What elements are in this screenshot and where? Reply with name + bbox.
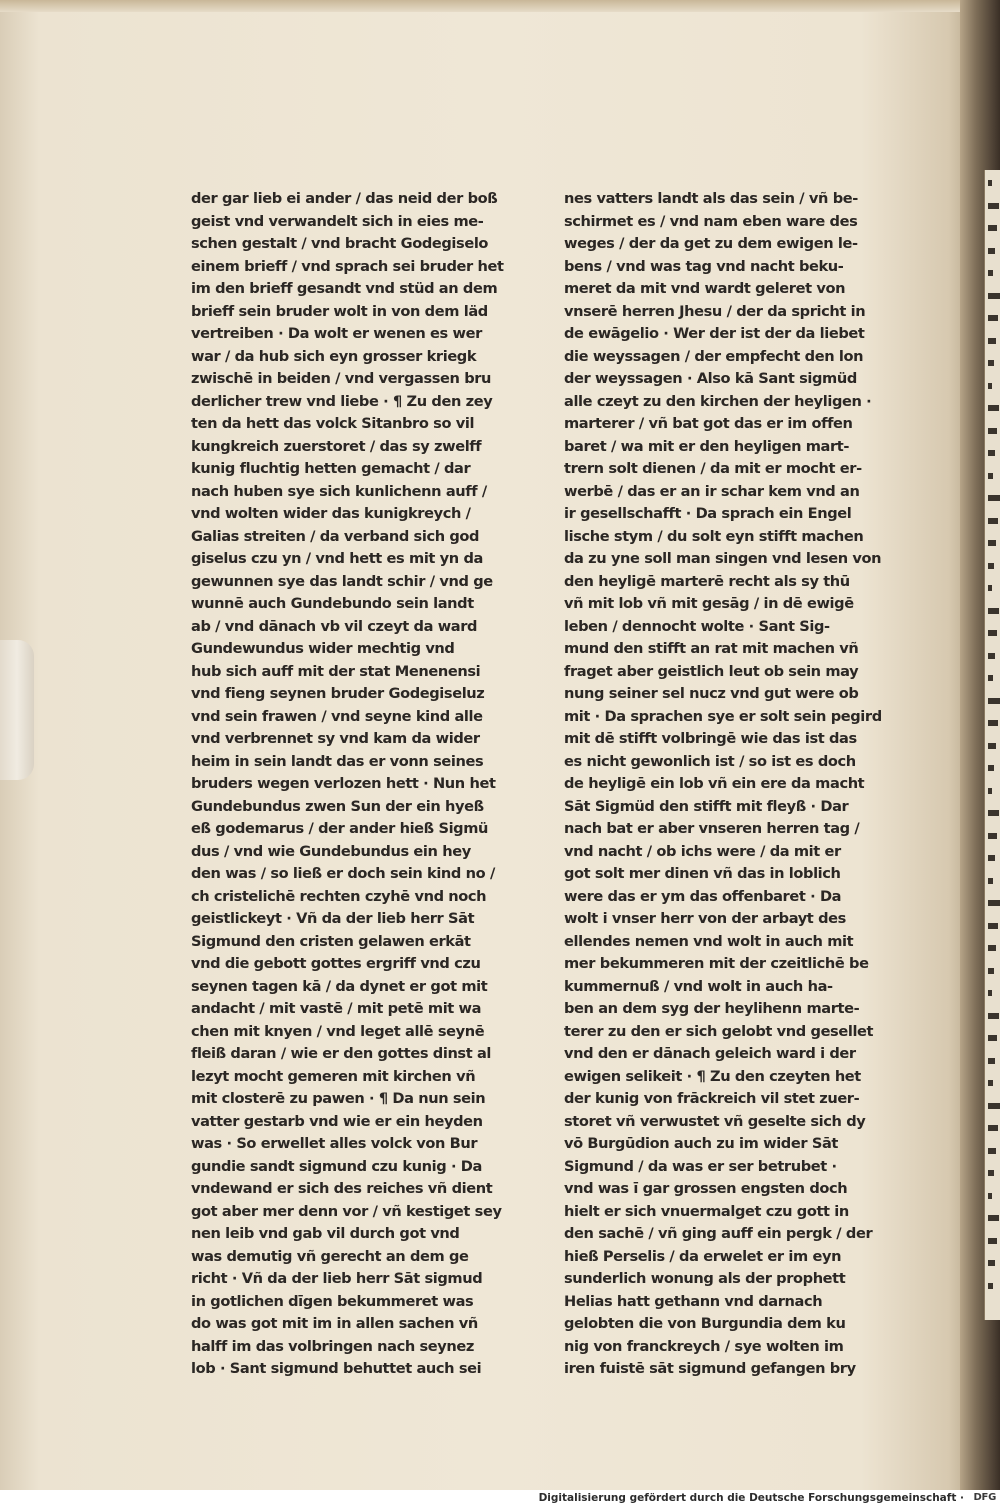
- facing-page-glyph: [988, 1103, 1000, 1109]
- text-line: nung seiner sel nucz vnd gut were ob: [564, 685, 859, 702]
- text-line: geist vnd verwandelt sich in eies me-: [191, 212, 484, 230]
- facing-page-glyph: [988, 990, 992, 996]
- text-line: mit · Da sprachen sye er solt sein pegird: [564, 707, 882, 725]
- text-line: nes vatters landt als das sein / vñ be-: [564, 190, 858, 207]
- text-line: wolt i vnser herr von der arbayt des: [564, 910, 846, 927]
- text-line: Sigmund / da was er ser betrubet ·: [564, 1157, 837, 1175]
- facing-page-glyph: [988, 608, 999, 614]
- text-line: brieff sein bruder wolt in von dem läd: [191, 302, 488, 320]
- facing-page-glyph: [988, 225, 997, 231]
- text-line: vertreiben · Da wolt er wenen es wer: [191, 325, 482, 342]
- facing-page-glyph: [988, 1125, 998, 1131]
- text-line: der gar lieb ei ander / das neid der boß: [191, 190, 498, 207]
- text-line: kunig fluchtig hetten gemacht / dar: [191, 460, 471, 477]
- text-line: der weyssagen · Also kā Sant sigmüd: [564, 370, 857, 387]
- facing-page-glyph: [988, 1283, 993, 1289]
- text-line: Gundewundus wider mechtig vnd: [191, 640, 455, 657]
- facing-page-glyph: [988, 405, 999, 411]
- text-line: kummernuß / vnd wolt in auch ha-: [564, 977, 833, 995]
- text-line: wunnē auch Gundebundo sein landt: [191, 595, 474, 612]
- text-line: bruders wegen verlozen hett · Nun het: [191, 775, 496, 792]
- text-line: vnd nacht / ob ichs were / da mit er: [564, 842, 841, 860]
- text-line: fleiß daran / wie er den gottes dinst al: [191, 1045, 492, 1062]
- facing-page-glyph: [988, 788, 992, 794]
- text-line: terer zu den er sich gelobt vnd gesellet: [564, 1022, 874, 1040]
- text-line: halff im das volbringen nach seynez: [191, 1337, 474, 1355]
- text-line: ben an dem syg der heylihenn marte-: [564, 1000, 860, 1017]
- facing-page-glyph: [988, 855, 995, 861]
- text-line: vnd wolten wider das kunigkreych /: [191, 505, 471, 522]
- facing-page-glyph: [988, 360, 994, 366]
- text-line: trern solt dienen / da mit er mocht er-: [564, 460, 862, 477]
- facing-page-glyph: [988, 968, 994, 974]
- facing-page-glyph: [988, 428, 997, 434]
- facing-page-glyph: [988, 653, 995, 659]
- text-line: Gundebundus zwen Sun der ein hyeß: [191, 797, 484, 815]
- facing-page-glyph: [988, 1170, 994, 1176]
- text-line: nach huben sye sich kunlichenn auff /: [191, 482, 487, 500]
- text-line: vō Burgūdion auch zu im wider Sāt: [564, 1135, 838, 1152]
- facing-page-glyph: [988, 270, 993, 276]
- text-line: den sachē / vñ ging auff ein pergk / der: [564, 1225, 873, 1242]
- left-text-column: [191, 188, 509, 1381]
- text-line: marterer / vñ bat got das er im offen: [564, 415, 853, 432]
- text-line: werbē / das er an ir schar kem vnd an: [564, 482, 860, 500]
- text-line: andacht / mit vastē / mit petē mit wa: [191, 1000, 482, 1017]
- text-line: ewigen selikeit · ¶ Zu den czeyten het: [564, 1067, 861, 1085]
- text-line: lezyt mocht gemeren mit kirchen vñ: [191, 1067, 476, 1085]
- text-line: seynen tagen kā / da dynet er got mit: [191, 977, 488, 995]
- text-line: der kunig von frāckreich vil stet zuer-: [564, 1090, 860, 1107]
- text-line: es nicht gewonlich ist / so ist es doch: [564, 752, 856, 770]
- text-line: vnd verbrennet sy vnd kam da wider: [191, 730, 480, 747]
- text-line: leben / dennocht wolte · Sant Sig-: [564, 617, 830, 635]
- text-line: ten da hett das volck Sitanbro so vil: [191, 415, 475, 432]
- text-line: hub sich auff mit der stat Menenensi: [191, 662, 481, 680]
- facing-page-glyph: [988, 833, 997, 839]
- text-line: vnd den er dānach geleich ward i der: [564, 1045, 856, 1062]
- text-line: hielt er sich vnuermalget czu gott in: [564, 1202, 849, 1220]
- text-line: mit dē stifft volbringē wie das ist das: [564, 730, 857, 747]
- binding-strap: [0, 640, 34, 780]
- facing-page-glyph: [988, 1080, 993, 1086]
- text-line: mer bekummeren mit der czeitlichē be: [564, 955, 869, 972]
- facing-page-glyph: [988, 473, 993, 479]
- text-line: lische stym / du solt eyn stifft machen: [564, 527, 864, 545]
- text-line: hieß Perselis / da erwelet er im eyn: [564, 1247, 842, 1265]
- right-text-column: [564, 188, 882, 1381]
- text-line: gundie sandt sigmund czu kunig · Da: [191, 1157, 482, 1175]
- text-line: giselus czu yn / vnd hett es mit yn da: [191, 550, 483, 567]
- facing-page-glyph: [988, 383, 992, 389]
- text-line: Helias hatt gethann vnd darnach: [564, 1292, 823, 1310]
- text-line: sunderlich wonung als der prophett: [564, 1270, 846, 1287]
- facing-page-glyph: [988, 1238, 997, 1244]
- text-line: Galias streiten / da verband sich god: [191, 527, 480, 545]
- facing-page-glyph: [988, 495, 1000, 501]
- facing-page-glyph: [988, 923, 998, 929]
- text-line: Sāt Sigmüd den stifft mit fleyß · Dar: [564, 797, 849, 815]
- facing-page-glyph: [988, 675, 993, 681]
- facing-page-glyph: [988, 540, 996, 546]
- text-line: war / da hub sich eyn grosser kriegk: [191, 347, 477, 365]
- facing-page-glyph: [988, 585, 992, 591]
- facing-page-strip: [984, 170, 1000, 1320]
- text-line: einem brieff / vnd sprach sei bruder het: [191, 257, 504, 275]
- facing-page-glyph: [988, 630, 997, 636]
- facing-page-glyph: [988, 180, 992, 186]
- text-line: vnd die gebott gottes ergriff vnd czu: [191, 955, 481, 972]
- facing-page-glyph: [988, 810, 999, 816]
- text-line: de heyligē ein lob vñ ein ere da macht: [564, 775, 865, 792]
- text-line: kungkreich zuerstoret / das sy zwelff: [191, 437, 482, 455]
- text-line: derlicher trew vnd liebe · ¶ Zu den zey: [191, 392, 493, 410]
- facing-page-glyph: [988, 765, 994, 771]
- facing-page-glyph: [988, 293, 1000, 299]
- text-line: got aber mer denn vor / vñ kestiget sey: [191, 1202, 502, 1220]
- text-line: baret / wa mit er den heyligen mart-: [564, 437, 850, 455]
- text-line: vndewand er sich des reiches vñ dient: [191, 1180, 493, 1197]
- facing-page-glyph: [988, 720, 998, 726]
- text-line: geistlickeyt · Vñ da der lieb herr Sāt: [191, 910, 475, 927]
- facing-page-glyph: [988, 563, 994, 569]
- text-line: vnd fieng seynen bruder Godegiseluz: [191, 685, 485, 702]
- facing-page-glyph: [988, 315, 998, 321]
- text-line: ellendes nemen vnd wolt in auch mit: [564, 932, 854, 950]
- dfg-logo: DFG: [973, 1492, 996, 1503]
- text-line: mund den stifft an rat mit machen vñ: [564, 640, 859, 657]
- facing-page-glyph: [988, 878, 993, 884]
- text-line: richt · Vñ da der lieb herr Sāt sigmud: [191, 1270, 483, 1287]
- text-line: gewunnen sye das landt schir / vnd ge: [191, 572, 493, 590]
- facing-page-glyph: [988, 518, 998, 524]
- text-line: got solt mer dinen vñ das in loblich: [564, 865, 841, 882]
- text-line: vnserē herren Jhesu / der da spricht in: [564, 302, 866, 320]
- text-line: zwischē in beiden / vnd vergassen bru: [191, 370, 492, 387]
- text-line: ch cristelichē rechten czyhē vnd noch: [191, 887, 487, 905]
- text-line: lob · Sant sigmund behuttet auch sei: [191, 1360, 482, 1377]
- text-line: meret da mit vnd wardt geleret von: [564, 280, 846, 297]
- facing-page-glyph: [988, 450, 995, 456]
- facing-page-glyph: [988, 743, 996, 749]
- facing-page-glyph: [988, 338, 996, 344]
- text-line: den was / so ließ er doch sein kind no /: [191, 865, 495, 882]
- text-line: vnd was ī gar grossen engsten doch: [564, 1180, 848, 1197]
- text-line: de ewāgelio · Wer der ist der da liebet: [564, 325, 865, 342]
- text-line: schirmet es / vnd nam eben ware des: [564, 212, 858, 230]
- text-line: iren fuistē sāt sigmund gefangen bry: [564, 1360, 856, 1377]
- text-line: da zu yne soll man singen vnd lesen von: [564, 550, 882, 567]
- text-line: nach bat er aber vnseren herren tag /: [564, 820, 860, 837]
- facing-page-glyph: [988, 900, 1000, 906]
- facing-page-glyph: [988, 1058, 995, 1064]
- facing-page-glyph: [988, 1013, 999, 1019]
- text-line: was · So erwellet alles volck von Bur: [191, 1135, 478, 1152]
- text-line: dus / vnd wie Gundebundus ein hey: [191, 842, 471, 860]
- facing-page-glyph: [988, 203, 999, 209]
- facing-page-glyph: [988, 1193, 992, 1199]
- text-line: bens / vnd was tag vnd nacht beku-: [564, 257, 844, 275]
- text-line: ab / vnd dānach vb vil czeyt da ward: [191, 617, 478, 635]
- text-line: die weyssagen / der empfecht den lon: [564, 347, 864, 365]
- footer-credit: Digitalisierung gefördert durch die Deutsche Forschungsgemeinschaft ·: [538, 1492, 964, 1504]
- text-line: gelobten die von Burgundia dem ku: [564, 1315, 846, 1332]
- text-line: nig von franckreych / sye wolten im: [564, 1337, 844, 1355]
- text-line: eß godemarus / der ander hieß Sigmü: [191, 820, 489, 837]
- facing-page-glyph: [988, 1148, 996, 1154]
- facing-page-glyph: [988, 1035, 997, 1041]
- text-line: alle czeyt zu den kirchen der heyligen ·: [564, 392, 872, 410]
- text-line: do was got mit im in allen sachen vñ: [191, 1315, 478, 1332]
- text-line: den heyligē marterē recht als sy thū: [564, 572, 850, 590]
- text-line: ir gesellschafft · Da sprach ein Engel: [564, 505, 852, 522]
- text-line: schen gestalt / vnd bracht Godegiselo: [191, 235, 489, 252]
- text-line: mit closterē zu pawen · ¶ Da nun sein: [191, 1090, 486, 1107]
- text-line: Sigmund den cristen gelawen erkāt: [191, 932, 471, 950]
- text-line: heim in sein landt das er vonn seines: [191, 752, 484, 770]
- text-line: vñ mit lob vñ mit gesāg / in dē ewigē: [564, 595, 854, 612]
- facing-page-glyph: [988, 1215, 999, 1221]
- text-line: chen mit knyen / vnd leget allē seynē: [191, 1022, 485, 1040]
- text-line: vatter gestarb vnd wie er ein heyden: [191, 1112, 483, 1130]
- text-line: weges / der da get zu dem ewigen le-: [564, 235, 858, 252]
- text-line: were das er ym das offenbaret · Da: [564, 887, 842, 905]
- text-line: storet vñ verwustet vñ geselte sich dy: [564, 1112, 866, 1130]
- page-top-edge: [0, 0, 978, 12]
- facing-page-glyph: [988, 698, 1000, 704]
- text-line: in gotlichen dīgen bekummeret was: [191, 1292, 474, 1310]
- text-line: was demutig vñ gerecht an dem ge: [191, 1247, 469, 1265]
- text-line: fraget aber geistlich leut ob sein may: [564, 662, 859, 680]
- footer-bar: [0, 1490, 1000, 1509]
- text-line: nen leib vnd gab vil durch got vnd: [191, 1225, 460, 1242]
- facing-page-glyph: [988, 248, 995, 254]
- facing-page-glyph: [988, 945, 996, 951]
- text-line: im den brieff gesandt vnd stüd an dem: [191, 280, 498, 297]
- text-line: vnd sein frawen / vnd seyne kind alle: [191, 707, 483, 725]
- facing-page-glyph: [988, 1260, 995, 1266]
